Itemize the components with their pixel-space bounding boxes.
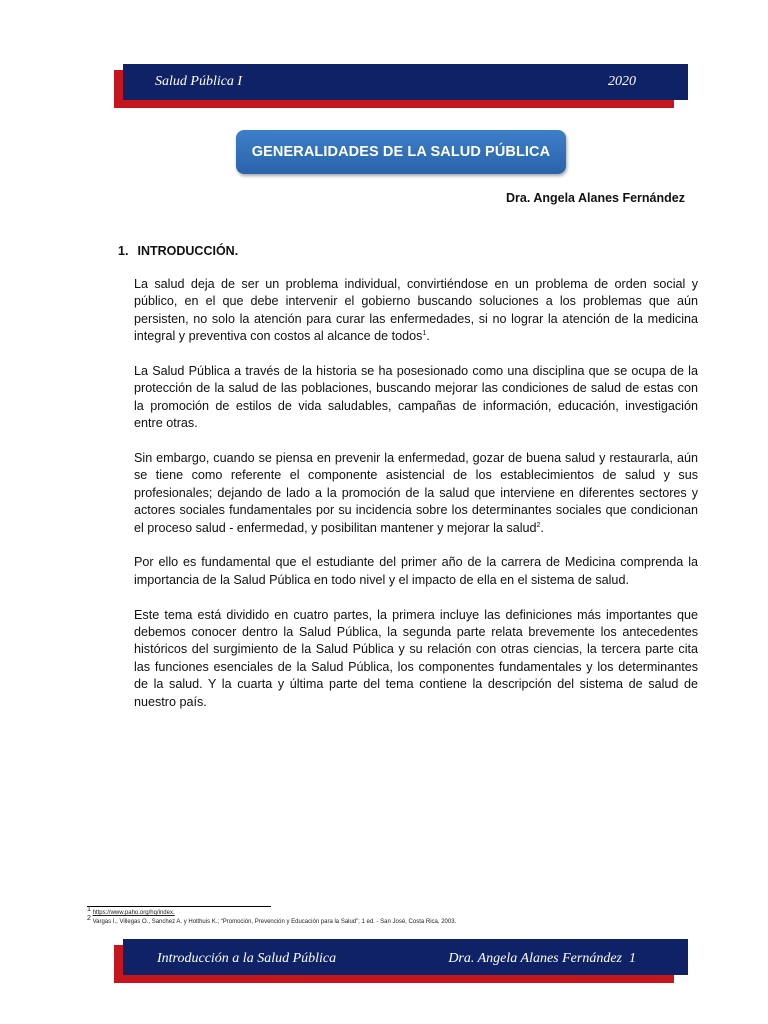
- footnote-divider: [87, 906, 271, 907]
- section-heading: [118, 244, 238, 258]
- footnotes: [87, 906, 687, 926]
- footnote-link[interactable]: https://www.paho.org/hq/index.: [92, 910, 175, 916]
- footnote: $^1$ https://www.paho.org/hq/index.: [87, 906, 175, 916]
- paragraph: Sin embargo, cuando se piensa en prevenir la enfermedad, gozar de buena salud y restaurarla, aún se tiene como referente el componente asistencial de los establecimientos de salud y sus profesionales; dejando de lado a la promoción de la salud que interviene en diferentes sectores y actores sociales fundamentales por su incidencia sobre los determinantes sociales que condicionan el proceso salud - enfermedad, y posibilitan mantener y mejorar la salud$^2$.: [134, 451, 698, 535]
- section-number: 1.: [118, 244, 129, 258]
- paragraph: Este tema está dividido en cuatro partes, la primera incluye las definiciones más importantes que debemos conocer dentro la Salud Pública, la segunda parte relata brevemente los antecedentes históricos del surgimiento de la Salud Pública y su relación con otras ciencias, la tercera parte cita las funciones esenciales de la Salud Pública, los componentes fundamentales y los determinantes de la salud. Y la cuarta y última parte del tema contiene la descripción del sistema de salud de nuestro país.: [134, 607, 698, 709]
- header-year: 2020: [608, 74, 636, 89]
- document-title: GENERALIDADES DE LA SALUD PÚBLICA: [236, 130, 566, 174]
- footnote: $^2$ Vargas I., Villegas O., Sanchez A. y Holthuis K.; “Promoción, Prevención y Educación para la Salud”; 1 ed. - San José, Costa Rica, 2003.: [87, 914, 457, 925]
- paragraph: Por ello es fundamental que el estudiante del primer año de la carrera de Medicina comprenda la importancia de la Salud Pública en todo nivel y el impacto de ella en el sistema de salud.: [134, 555, 698, 587]
- page-header: [114, 64, 688, 108]
- footer-bar: [123, 939, 688, 975]
- paragraph: La salud deja de ser un problema individual, convirtiéndose en un problema de orden social y público, en el que debe intervenir el gobierno buscando soluciones a los problemas que aún persisten, no solo la atención para curar las enfermedades, si no lograr la atención de la medicina integral y preventiva con costos al alcance de todos$^1$.: [134, 277, 698, 344]
- author-name: Dra. Angela Alanes Fernández: [506, 191, 685, 205]
- page-footer: [114, 939, 688, 983]
- body-text: [134, 276, 698, 728]
- footnote-ref: 2: [536, 521, 541, 529]
- header-course-title: Salud Pública I: [155, 74, 243, 89]
- section-title: INTRODUCCIÓN.: [137, 244, 239, 258]
- footer-topic: Introducción a la Salud Pública: [157, 951, 337, 966]
- paragraph: La Salud Pública a través de la historia se ha posesionado como una disciplina que se ocupa de la protección de la salud de las poblaciones, buscando mejorar las condiciones de salud de estas con la promoción de estilos de vida saludables, campañas de información, educación, investigación entre otras.: [134, 364, 698, 431]
- footnote-ref: 1: [422, 330, 427, 338]
- footer-author-page: Dra. Angela Alanes Fernández 1: [448, 951, 636, 966]
- header-bar: [123, 64, 688, 100]
